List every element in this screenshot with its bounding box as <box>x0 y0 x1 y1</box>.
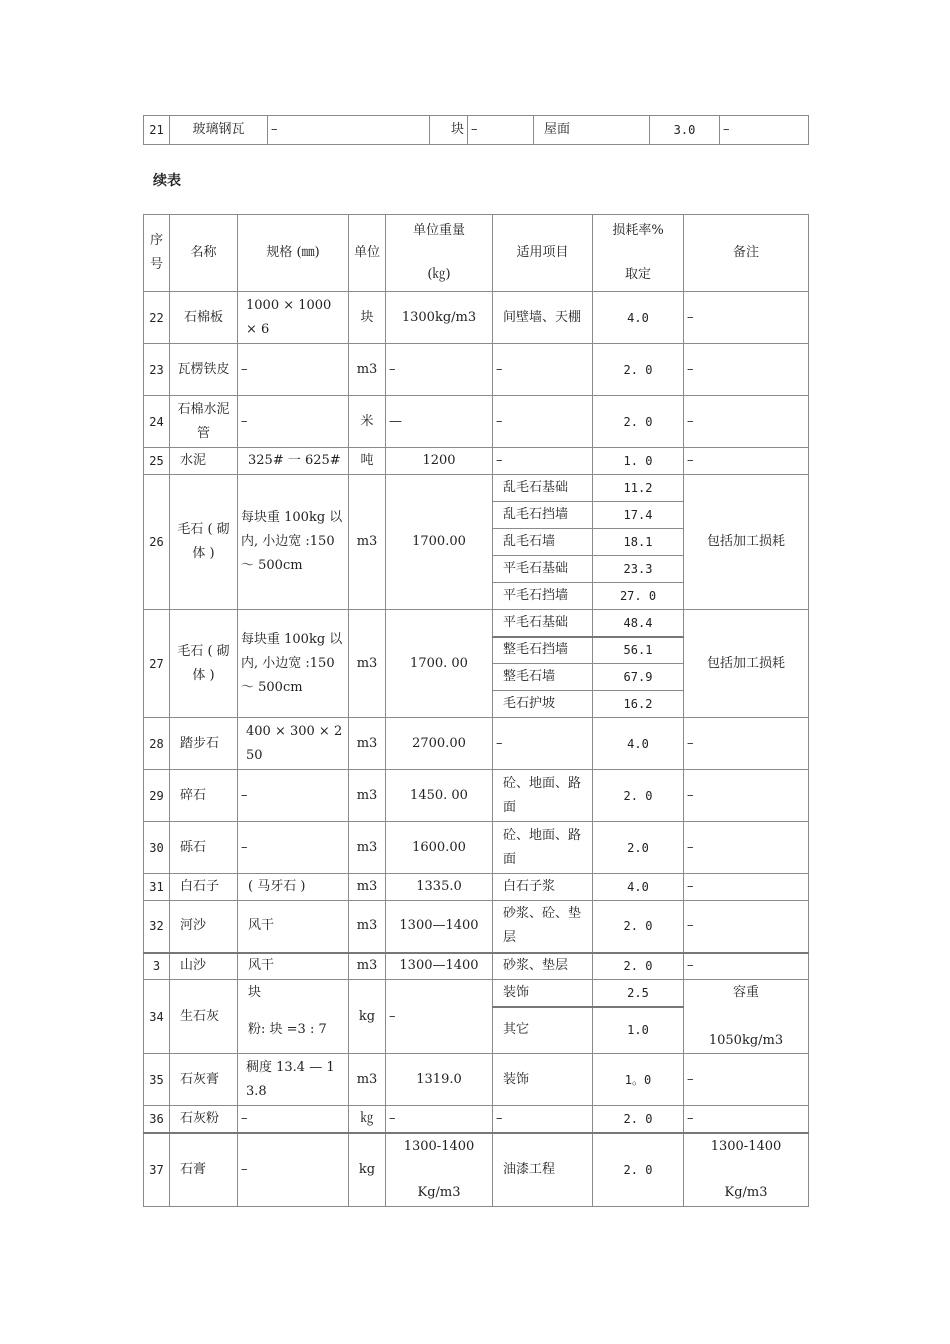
header-spec: 规格 (㎜) <box>238 215 349 292</box>
loss-cell: 23.3 <box>593 556 684 583</box>
seq-cell: 30 <box>144 822 170 874</box>
weight-line2: Kg/m3 <box>417 1184 461 1200</box>
seq-cell: 3 <box>144 953 170 980</box>
header-name: 名称 <box>170 215 238 292</box>
loss-cell: 27. 0 <box>593 583 684 610</box>
seq-cell: 21 <box>144 116 170 145</box>
header-unit: 单位 <box>349 215 386 292</box>
weight-cell: 1300kg/m3 <box>386 292 493 344</box>
project-cell: 其它 <box>493 1007 593 1054</box>
name-cell: 白石子 <box>170 874 238 901</box>
project-cell: 平毛石基础 <box>493 610 593 637</box>
weight-cell: 1700.00 <box>386 475 493 610</box>
project-cell: 平毛石基础 <box>493 556 593 583</box>
loss-cell: 48.4 <box>593 610 684 637</box>
seq-cell: 37 <box>144 1133 170 1207</box>
table-row <box>144 1106 809 1133</box>
project-cell: – <box>493 344 593 396</box>
table-row <box>144 396 809 448</box>
weight-line1: 1300-1400 <box>403 1138 475 1154</box>
loss-cell: 2.5 <box>593 980 684 1007</box>
spec-cell: 粉: 块 =3 : 7 <box>238 1007 349 1054</box>
note-cell: – <box>684 953 809 980</box>
spec-cell: 每块重 100kg 以内, 小边宽 :150 ～ 500cm <box>238 475 349 610</box>
unit-cell: m3 <box>349 475 386 610</box>
table-row <box>144 874 809 901</box>
table-row <box>144 1133 809 1207</box>
name-cell: 玻璃钢瓦 <box>170 116 268 145</box>
table-row <box>144 770 809 822</box>
table-row <box>144 980 809 1007</box>
unit-cell: ㎏ <box>349 1106 386 1133</box>
note-cell: – <box>684 1054 809 1106</box>
seq-cell: 34 <box>144 980 170 1054</box>
seq-cell: 31 <box>144 874 170 901</box>
loss-cell: 56.1 <box>593 637 684 664</box>
unit-cell: kg <box>349 980 386 1054</box>
loss-cell: 3.0 <box>650 116 720 145</box>
note-line2: Kg/m3 <box>724 1184 768 1200</box>
weight-cell: 1300—1400 <box>386 901 493 953</box>
loss-cell: 1。0 <box>593 1054 684 1106</box>
header-weight-line2: (㎏) <box>427 267 451 282</box>
unit-cell: m3 <box>349 874 386 901</box>
name-cell: 砾石 <box>170 822 238 874</box>
weight-cell: 1450. 00 <box>386 770 493 822</box>
project-cell: 乱毛石墙 <box>493 529 593 556</box>
weight-cell: 1700. 00 <box>386 610 493 718</box>
table-row <box>144 610 809 637</box>
loss-cell: 4.0 <box>593 874 684 901</box>
note-cell: – <box>684 292 809 344</box>
table-row <box>144 1054 809 1106</box>
unit-cell: m3 <box>349 610 386 718</box>
unit-cell: 块 <box>430 116 468 145</box>
loss-cell: 17.4 <box>593 502 684 529</box>
loss-cell: 1.0 <box>593 1007 684 1054</box>
project-cell: 平毛石挡墙 <box>493 583 593 610</box>
weight-cell: — <box>386 396 493 448</box>
table-row <box>144 448 809 475</box>
table-row <box>144 901 809 953</box>
weight-cell: 1300—1400 <box>386 953 493 980</box>
table-row <box>144 116 809 145</box>
weight-cell: – <box>386 344 493 396</box>
project-cell: 砼、地面、路面 <box>493 770 593 822</box>
project-cell: 砂浆、垫层 <box>493 953 593 980</box>
note-cell: – <box>684 1106 809 1133</box>
spec-cell: 1000 × 1000 × 6 <box>238 292 349 344</box>
seq-cell: 36 <box>144 1106 170 1133</box>
weight-cell: – <box>468 116 534 145</box>
unit-cell: 吨 <box>349 448 386 475</box>
project-cell: 装饰 <box>493 1054 593 1106</box>
note-line1: 容重 <box>732 984 759 1000</box>
project-cell: 白石子浆 <box>493 874 593 901</box>
seq-cell: 23 <box>144 344 170 396</box>
unit-cell: m3 <box>349 1054 386 1106</box>
note-line1: 1300-1400 <box>710 1138 782 1154</box>
header-note: 备注 <box>684 215 809 292</box>
note-cell: – <box>684 874 809 901</box>
project-cell: – <box>493 718 593 770</box>
table-row <box>144 292 809 344</box>
spec-cell: – <box>238 1106 349 1133</box>
table-row <box>144 344 809 396</box>
note-cell: – <box>684 344 809 396</box>
spec-cell: 风干 <box>238 901 349 953</box>
note-cell: 包括加工损耗 <box>684 475 809 610</box>
spec-cell: – <box>238 770 349 822</box>
unit-cell: m3 <box>349 953 386 980</box>
unit-cell: m3 <box>349 901 386 953</box>
spec-cell: – <box>238 396 349 448</box>
name-cell: 石灰粉 <box>170 1106 238 1133</box>
loss-cell: 4.0 <box>593 292 684 344</box>
loss-cell: 16.2 <box>593 691 684 718</box>
name-cell: 石膏 <box>170 1133 238 1207</box>
loss-cell: 2.0 <box>593 822 684 874</box>
header-weight-line1: 单位重量 <box>412 223 465 238</box>
name-cell: 踏步石 <box>170 718 238 770</box>
name-cell: 山沙 <box>170 953 238 980</box>
unit-cell: 米 <box>349 396 386 448</box>
seq-cell: 35 <box>144 1054 170 1106</box>
header-project: 适用项目 <box>493 215 593 292</box>
seq-cell: 22 <box>144 292 170 344</box>
spec-cell: 块 <box>238 980 349 1007</box>
project-cell: – <box>493 396 593 448</box>
project-cell: 毛石护坡 <box>493 691 593 718</box>
project-cell: 砂浆、砼、垫层 <box>493 901 593 953</box>
project-cell: 屋面 <box>534 116 650 145</box>
loss-cell: 2. 0 <box>593 1133 684 1207</box>
name-cell: 石棉板 <box>170 292 238 344</box>
seq-cell: 27 <box>144 610 170 718</box>
weight-cell <box>386 1133 493 1207</box>
loss-cell: 2. 0 <box>593 953 684 980</box>
project-cell: 乱毛石挡墙 <box>493 502 593 529</box>
table-row <box>144 718 809 770</box>
header-weight <box>386 215 493 292</box>
project-cell: 砼、地面、路面 <box>493 822 593 874</box>
materials-table <box>143 214 809 1207</box>
seq-cell: 24 <box>144 396 170 448</box>
seq-cell: 28 <box>144 718 170 770</box>
name-cell: 碎石 <box>170 770 238 822</box>
spec-cell: 每块重 100kg 以内, 小边宽 :150 ～ 500cm <box>238 610 349 718</box>
loss-cell: 2. 0 <box>593 901 684 953</box>
loss-cell: 4.0 <box>593 718 684 770</box>
project-cell: 乱毛石基础 <box>493 475 593 502</box>
section-title: 续表 <box>153 173 181 189</box>
spec-cell: 400 × 300 × 250 <box>238 718 349 770</box>
unit-cell: m3 <box>349 770 386 822</box>
note-cell <box>684 980 809 1054</box>
spec-cell: – <box>238 344 349 396</box>
header-seq: 序号 <box>144 215 170 292</box>
loss-cell: 2. 0 <box>593 344 684 396</box>
loss-cell: 2. 0 <box>593 770 684 822</box>
note-cell: – <box>684 770 809 822</box>
loss-cell: 2. 0 <box>593 396 684 448</box>
note-cell: 包括加工损耗 <box>684 610 809 718</box>
unit-cell: m3 <box>349 822 386 874</box>
note-cell <box>684 1133 809 1207</box>
name-cell: 瓦楞铁皮 <box>170 344 238 396</box>
loss-cell: 2. 0 <box>593 1106 684 1133</box>
weight-cell: – <box>386 980 493 1054</box>
note-cell: – <box>684 822 809 874</box>
weight-cell: 1335.0 <box>386 874 493 901</box>
name-cell: 石灰膏 <box>170 1054 238 1106</box>
seq-cell: 25 <box>144 448 170 475</box>
header-loss <box>593 215 684 292</box>
project-cell: – <box>493 448 593 475</box>
seq-cell: 32 <box>144 901 170 953</box>
weight-cell: 1319.0 <box>386 1054 493 1106</box>
unit-cell: m3 <box>349 344 386 396</box>
name-cell: 石棉水泥管 <box>170 396 238 448</box>
spec-cell: – <box>238 1133 349 1207</box>
spec-cell: 325# 一 625# <box>238 448 349 475</box>
header-row <box>144 215 809 292</box>
note-cell: – <box>684 448 809 475</box>
note-cell: – <box>684 718 809 770</box>
seq-cell: 26 <box>144 475 170 610</box>
table-row <box>144 822 809 874</box>
project-cell: 间壁墙、天棚 <box>493 292 593 344</box>
loss-cell: 18.1 <box>593 529 684 556</box>
project-cell: 装饰 <box>493 980 593 1007</box>
loss-cell: 11.2 <box>593 475 684 502</box>
unit-cell: kg <box>349 1133 386 1207</box>
weight-cell: 2700.00 <box>386 718 493 770</box>
spec-cell: 稠度 13.4 — 13.8 <box>238 1054 349 1106</box>
weight-cell: 1200 <box>386 448 493 475</box>
unit-cell: m3 <box>349 718 386 770</box>
header-loss-line2: 取定 <box>624 267 651 282</box>
name-cell: 河沙 <box>170 901 238 953</box>
name-cell: 水泥 <box>170 448 238 475</box>
note-cell: – <box>684 901 809 953</box>
loss-cell: 1. 0 <box>593 448 684 475</box>
note-cell: – <box>684 396 809 448</box>
project-cell: – <box>493 1106 593 1133</box>
weight-cell: – <box>386 1106 493 1133</box>
project-cell: 整毛石挡墙 <box>493 637 593 664</box>
spec-cell: 风干 <box>238 953 349 980</box>
top-table <box>143 115 809 145</box>
project-cell: 油漆工程 <box>493 1133 593 1207</box>
spec-cell: ( 马牙石 ) <box>238 874 349 901</box>
note-line2: 1050kg/m3 <box>708 1032 784 1048</box>
unit-cell: 块 <box>349 292 386 344</box>
name-cell: 生石灰 <box>170 980 238 1054</box>
name-cell: 毛石 ( 砌体 ) <box>170 475 238 610</box>
seq-cell: 29 <box>144 770 170 822</box>
spec-cell: – <box>268 116 430 145</box>
header-loss-line1: 损耗率% <box>612 223 664 238</box>
project-cell: 整毛石墙 <box>493 664 593 691</box>
table-row <box>144 953 809 980</box>
loss-cell: 67.9 <box>593 664 684 691</box>
name-cell: 毛石 ( 砌体 ) <box>170 610 238 718</box>
spec-cell: – <box>238 822 349 874</box>
note-cell: – <box>720 116 809 145</box>
weight-cell: 1600.00 <box>386 822 493 874</box>
table-row <box>144 475 809 502</box>
